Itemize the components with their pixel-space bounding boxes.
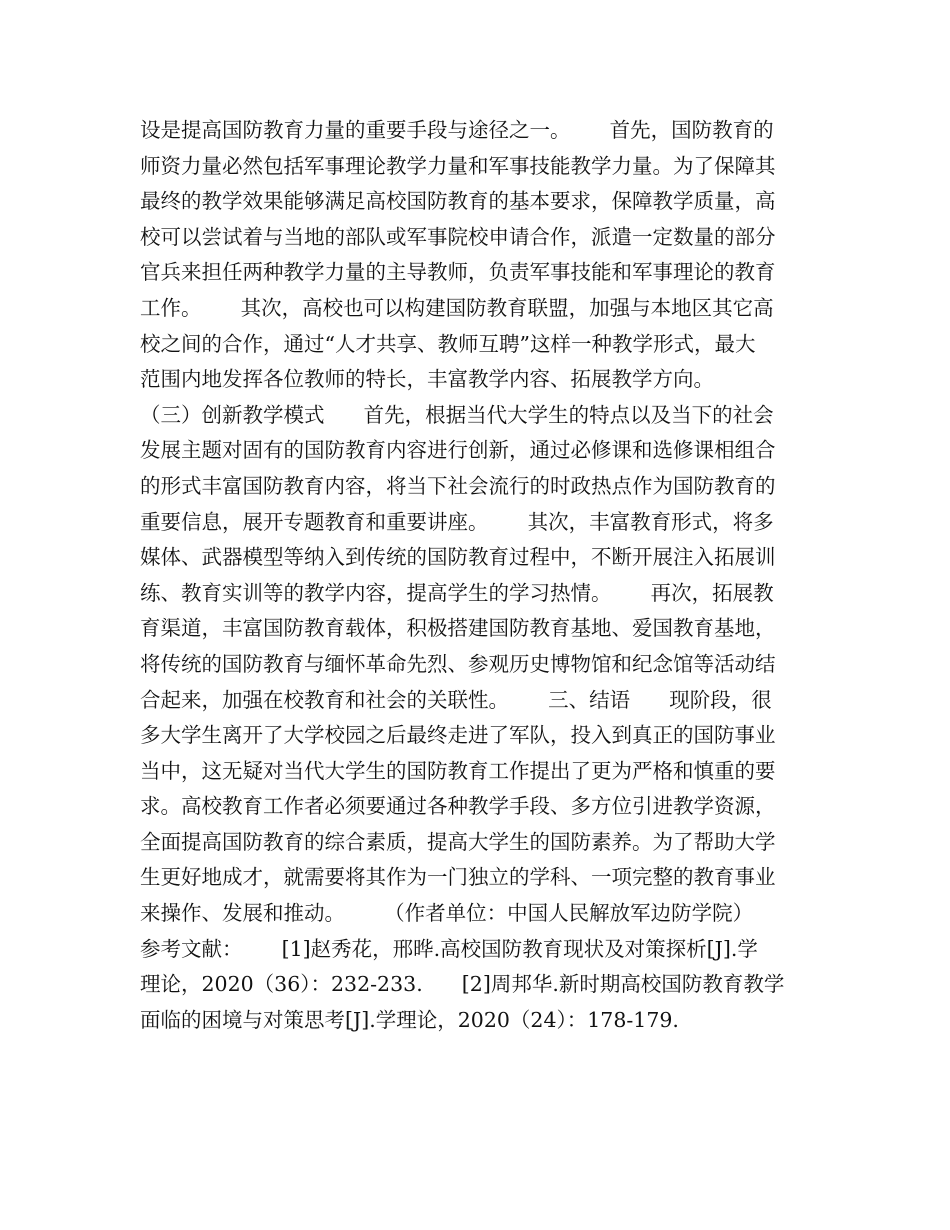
references-line: 参考文献： [1]赵秀花，邢晔.高校国防教育现状及对策探析[J].学	[140, 936, 758, 961]
text-line: 多大学生离开了大学校园之后最终走进了军队，投入到真正的国防事业	[140, 723, 776, 748]
text-line: 校可以尝试着与当地的部队或军事院校申请合作，派遣一定数量的部分	[140, 224, 776, 249]
author-unit-line: 来操作、发展和推动。 （作者单位：中国人民解放军边防学院）	[140, 901, 754, 926]
text-line: 发展主题对固有的国防教育内容进行创新，通过必修课和选修课相组合	[140, 438, 776, 463]
references-line: 面临的困境与对策思考[J].学理论，2020（24）：178-179.	[140, 1007, 679, 1032]
conclusion-heading-line: 合起来，加强在校教育和社会的关联性。 三、结语 现阶段，很	[140, 687, 772, 712]
text-line: 校之间的合作，通过“人才共享、教师互聘”这样一种教学形式，最大	[140, 331, 756, 356]
text-line: 师资力量必然包括军事理论教学力量和军事技能教学力量。为了保障其	[140, 153, 776, 178]
text-line: 媒体、武器模型等纳入到传统的国防教育过程中，不断开展注入拓展训	[140, 545, 776, 570]
text-line: 工作。 其次，高校也可以构建国防教育联盟，加强与本地区其它高	[140, 295, 774, 320]
text-line: 重要信息，展开专题教育和重要讲座。 其次，丰富教育形式，将多	[140, 509, 774, 534]
body-text	[140, 113, 820, 1038]
text-line: 育渠道，丰富国防教育载体，积极搭建国防教育基地、爱国教育基地，	[140, 616, 776, 641]
section-heading-line: （三）创新教学模式 首先，根据当代大学生的特点以及当下的社会	[140, 402, 774, 427]
text-line: 练、教育实训等的教学内容，提高学生的学习热情。 再次，拓展教	[140, 580, 774, 605]
text-line: 最终的教学效果能够满足高校国防教育的基本要求，保障教学质量，高	[140, 189, 776, 214]
text-line: 设是提高国防教育力量的重要手段与途径之一。 首先，国防教育的	[140, 118, 774, 142]
text-line: 官兵来担任两种教学力量的主导教师，负责军事技能和军事理论的教育	[140, 260, 776, 285]
text-line: 当中，这无疑对当代大学生的国防教育工作提出了更为严格和慎重的要	[140, 758, 776, 783]
text-line: 生更好地成才，就需要将其作为一门独立的学科、一项完整的教育事业	[140, 865, 776, 890]
text-line: 求。高校教育工作者必须要通过各种教学手段、多方位引进教学资源，	[140, 794, 776, 819]
text-line: 全面提高国防教育的综合素质，提高大学生的国防素养。为了帮助大学	[140, 829, 776, 854]
text-line: 将传统的国防教育与缅怀革命先烈、参观历史博物馆和纪念馆等活动结	[140, 651, 776, 676]
text-line: 范围内地发挥各位教师的特长，丰富教学内容、拓展教学方向。	[140, 367, 714, 392]
references-line: 理论，2020（36）：232-233. [2]周邦华.新时期高校国防教育教学	[140, 972, 785, 997]
text-line: 的形式丰富国防教育内容，将当下社会流行的时政热点作为国防教育的	[140, 473, 776, 498]
